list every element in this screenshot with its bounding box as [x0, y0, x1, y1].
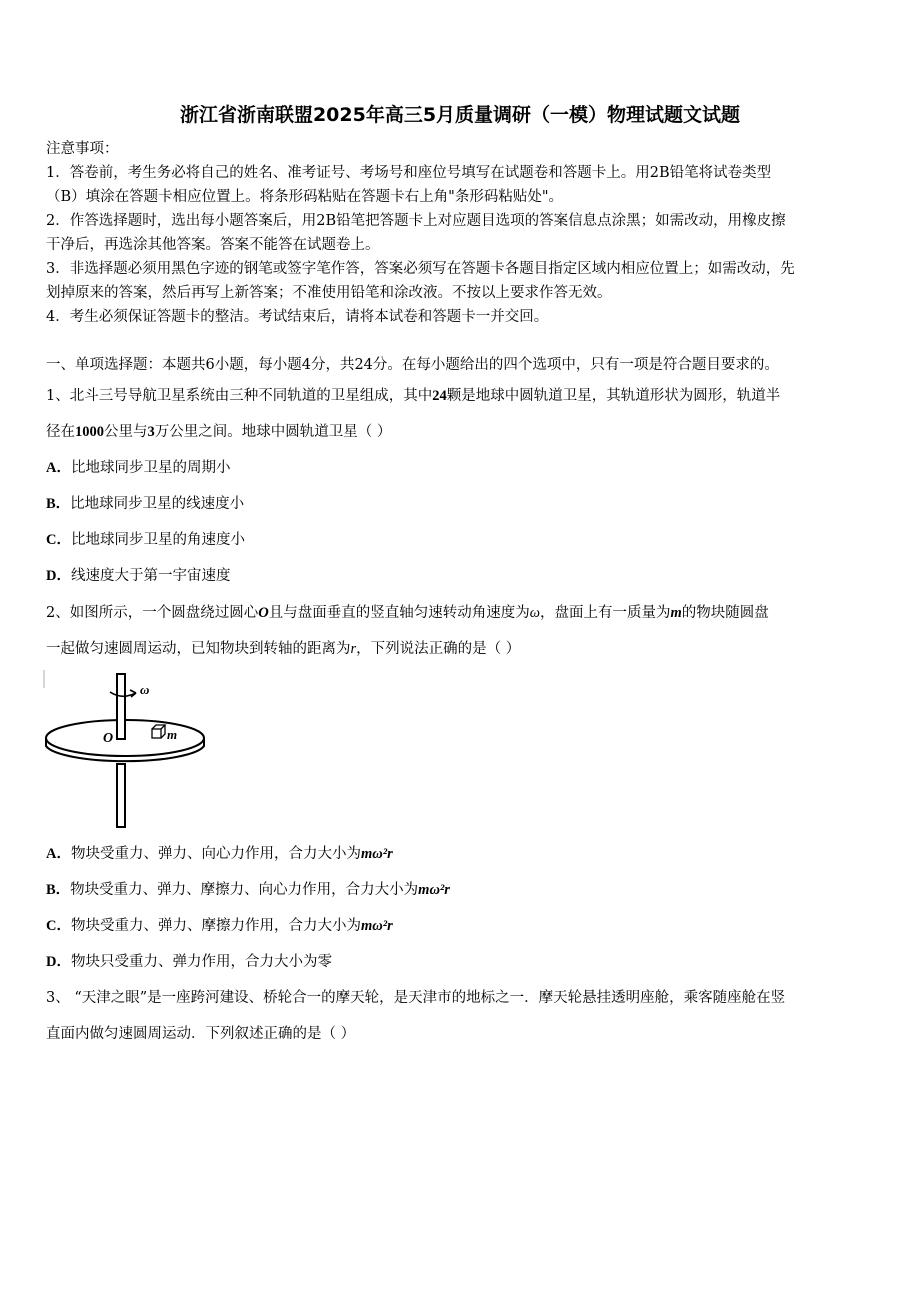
notice-line-4: 干净后，再选涂其他答案。答案不能答在试题卷上。 — [46, 237, 380, 253]
notice-line-3: 2．作答选择题时，选出每小题答案后，用2B铅笔把答题卡上对应题目选项的答案信息点涂黑；如需改动，用橡皮擦 — [46, 213, 786, 229]
mass-block — [152, 729, 161, 738]
q1-option-d — [46, 566, 230, 586]
notice-line-5: 3．非选择题必须用黑色字迹的钢笔或签字笔作答，答案必须写在答题卡各题目指定区域内相应位置上；如需改动，先 — [46, 261, 795, 277]
option-text: 物块受重力、弹力、摩擦力、向心力作用，合力大小为 — [70, 882, 419, 898]
option-letter: C． — [46, 918, 71, 934]
notice-heading: 注意事项： — [46, 141, 119, 157]
q2-stem-text: ，盘面上有一质量为 — [539, 605, 671, 621]
q1-option-c — [46, 530, 245, 550]
q1-number: 1000 — [75, 424, 104, 440]
q2-option-a — [46, 844, 393, 864]
figure-label-m: m — [167, 727, 178, 742]
axle-top — [117, 674, 125, 739]
q1-number: 24 — [432, 388, 447, 404]
q1-option-a — [46, 458, 230, 478]
page-title: 浙江省浙南联盟2025年高三5月质量调研（一模）物理试题文试题 — [179, 104, 741, 126]
q1-option-b — [46, 494, 244, 514]
q1-stem-text: 公里与 — [104, 424, 148, 440]
option-formula: mω²r — [360, 846, 393, 862]
option-formula: mω²r — [418, 882, 450, 898]
q2-stem-text: 一起做匀速圆周运动，已知物块到转轴的距离为 — [46, 641, 351, 657]
q2-symbol-m: m — [670, 605, 682, 621]
q2-symbol-r: r — [350, 641, 357, 657]
q1-number: 3 — [147, 424, 155, 440]
q2-symbol-o: O — [258, 605, 269, 621]
q3-stem-line-2: 直面内做匀速圆周运动．下列叙述正确的是（ ） — [46, 1026, 356, 1042]
option-letter: D． — [46, 954, 71, 970]
option-letter: A． — [46, 846, 71, 862]
q2-option-d — [46, 952, 332, 972]
notice-line-7: 4．考生必须保证答题卡的整洁。考试结束后，请将本试卷和答题卡一并交回。 — [46, 309, 549, 325]
option-text: 物块受重力、弹力、向心力作用，合力大小为 — [70, 846, 361, 862]
q2-option-c — [46, 916, 393, 936]
q1-stem-text: 1、北斗三号导航卫星系统由三种不同轨道的卫星组成，其中 — [46, 388, 433, 404]
q1-stem-text: 万公里之间。地球中圆轨道卫星（ ） — [154, 424, 392, 440]
q2-stem-text: 且与盘面垂直的竖直轴匀速转动角速度为 — [268, 605, 530, 621]
q2-stem-line-2 — [46, 639, 520, 659]
option-letter: B． — [46, 882, 71, 898]
option-text: 比地球同步卫星的线速度小 — [70, 496, 245, 512]
figure-label-o: O — [103, 731, 114, 746]
figure-label-omega: ω — [140, 682, 150, 697]
q1-stem-line-1 — [46, 386, 780, 406]
q2-stem-text: 2、如图所示，一个圆盘绕过圆心 — [46, 605, 259, 621]
axle-bottom — [117, 764, 125, 827]
rotating-disk-figure — [40, 666, 210, 832]
q2-stem-text: ，下列说法正确的是（ ） — [356, 641, 521, 657]
section-heading: 一、单项选择题：本题共6小题，每小题4分，共24分。在每小题给出的四个选项中，只有一项是符合题目要求的。 — [46, 357, 779, 373]
option-letter: C． — [46, 532, 71, 548]
q2-stem-line-1 — [46, 603, 769, 623]
option-letter: A． — [46, 460, 71, 476]
notice-line-6: 划掉原来的答案，然后再写上新答案；不准使用铅笔和涂改液。不按以上要求作答无效。 — [46, 285, 612, 301]
notice-line-1: 1．答卷前，考生务必将自己的姓名、准考证号、考场号和座位号填写在试题卷和答题卡上。用2B铅笔将试卷类型 — [46, 165, 772, 181]
option-text: 线速度大于第一宇宙速度 — [70, 568, 231, 584]
option-text: 比地球同步卫星的角速度小 — [70, 532, 245, 548]
option-text: 物块受重力、弹力、摩擦力作用，合力大小为 — [70, 918, 361, 934]
notice-line-2: （B）填涂在答题卡相应位置上。将条形码粘贴在答题卡右上角"条形码粘贴处"。 — [46, 189, 563, 205]
option-text: 比地球同步卫星的周期小 — [70, 460, 231, 476]
q2-stem-text: 的物块随圆盘 — [681, 605, 769, 621]
option-text: 物块只受重力、弹力作用，合力大小为零 — [70, 954, 332, 970]
q3-stem-line-1: 3、 “天津之眼”是一座跨河建设、桥轮合一的摩天轮，是天津市的地标之一．摩天轮悬挂透明座舱，乘客随座舱在竖 — [46, 990, 786, 1006]
option-letter: D． — [46, 568, 71, 584]
q1-stem-text: 径在 — [46, 424, 75, 440]
q1-stem-line-2 — [46, 422, 391, 442]
option-letter: B． — [46, 496, 71, 512]
q2-option-b — [46, 880, 450, 900]
q1-stem-text: 颗是地球中圆轨道卫星，其轨道形状为圆形，轨道半 — [446, 388, 781, 404]
q2-symbol-omega: ω — [529, 605, 540, 621]
option-formula: mω²r — [360, 918, 393, 934]
